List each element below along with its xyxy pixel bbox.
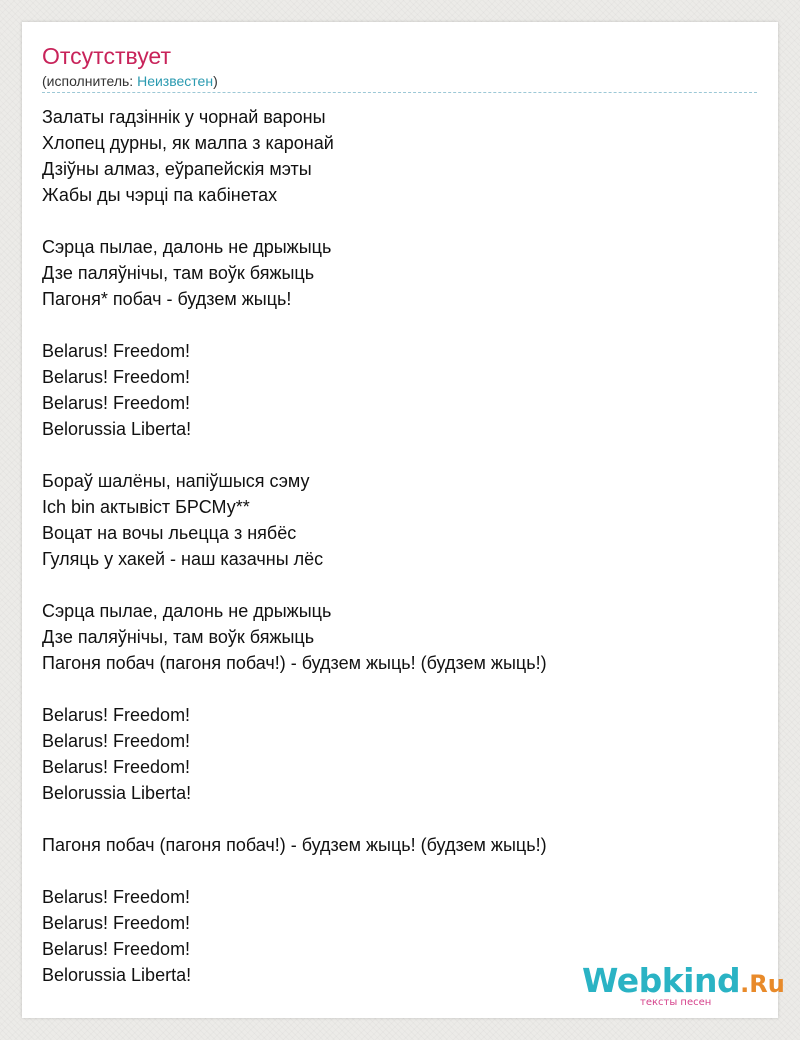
lyric-line: Пагоня побач (пагоня побач!) - будзем жыць! (будзем жыць!) [42, 835, 547, 855]
lyric-line: Belarus! Freedom! [42, 757, 191, 777]
lyric-line: Belarus! Freedom! [42, 393, 191, 413]
logo-main-text: Webkind [582, 961, 741, 1000]
logo-tagline: тексты песен [640, 997, 712, 1008]
lyrics-stanza [42, 832, 757, 858]
lyrics-card [22, 22, 785, 1018]
lyrics-stanza [42, 598, 757, 676]
lyrics-stanza [42, 702, 757, 806]
lyric-line: Пагоня побач (пагоня побач!) - будзем жыць! (будзем жыць!) [42, 653, 547, 673]
lyric-line: Belorussia Liberta! [42, 965, 192, 985]
lyric-line: Гуляць у хакей - наш казачны лёс [42, 549, 324, 569]
lyric-line: Ich bin актывіст БРСМу** [42, 497, 250, 517]
lyric-line: Хлопец дурны, як малпа з каронай [42, 133, 334, 153]
lyrics-stanza [42, 104, 757, 208]
lyrics-body [42, 104, 757, 988]
lyric-line: Belarus! Freedom! [42, 341, 191, 361]
song-title: Отсутствует [42, 43, 171, 69]
lyric-line: Сэрца пылае, далонь не дрыжыць [42, 601, 332, 621]
artist-link[interactable]: Неизвестен [137, 73, 214, 89]
lyric-line: Сэрца пылае, далонь не дрыжыць [42, 237, 332, 257]
lyric-line: Belarus! Freedom! [42, 367, 191, 387]
webkind-logo[interactable] [582, 961, 785, 1014]
lyric-line: Belorussia Liberta! [42, 783, 192, 803]
artist-suffix: ) [213, 73, 218, 89]
lyric-line: Дзіўны алмаз, еўрапейскія мэты [42, 159, 312, 179]
lyric-line: Дзе паляўнічы, там воўк бяжыць [42, 627, 315, 647]
lyric-line: Belarus! Freedom! [42, 731, 191, 751]
artist-line [42, 72, 218, 90]
lyric-line: Belarus! Freedom! [42, 705, 191, 725]
lyric-line: Бораў шалёны, напіўшыся сэму [42, 471, 310, 491]
title-divider [42, 92, 757, 93]
lyric-line: Дзе паляўнічы, там воўк бяжыць [42, 263, 315, 283]
lyric-line: Пагоня* побач - будзем жыць! [42, 289, 292, 309]
lyric-line: Belarus! Freedom! [42, 887, 191, 907]
lyrics-stanza [42, 468, 757, 572]
lyric-line: Belorussia Liberta! [42, 419, 192, 439]
lyric-line: Залаты гадзіннік у чорнай вароны [42, 107, 326, 127]
lyric-line: Belarus! Freedom! [42, 913, 191, 933]
logo-suffix: .Ru [740, 970, 785, 998]
lyric-line: Belarus! Freedom! [42, 939, 191, 959]
lyric-line: Воцат на вочы льецца з нябёс [42, 523, 297, 543]
lyrics-stanza [42, 234, 757, 312]
artist-prefix: (исполнитель: [42, 73, 138, 89]
lyrics-stanza [42, 338, 757, 442]
lyric-line: Жабы ды чэрці па кабінетах [42, 185, 278, 205]
